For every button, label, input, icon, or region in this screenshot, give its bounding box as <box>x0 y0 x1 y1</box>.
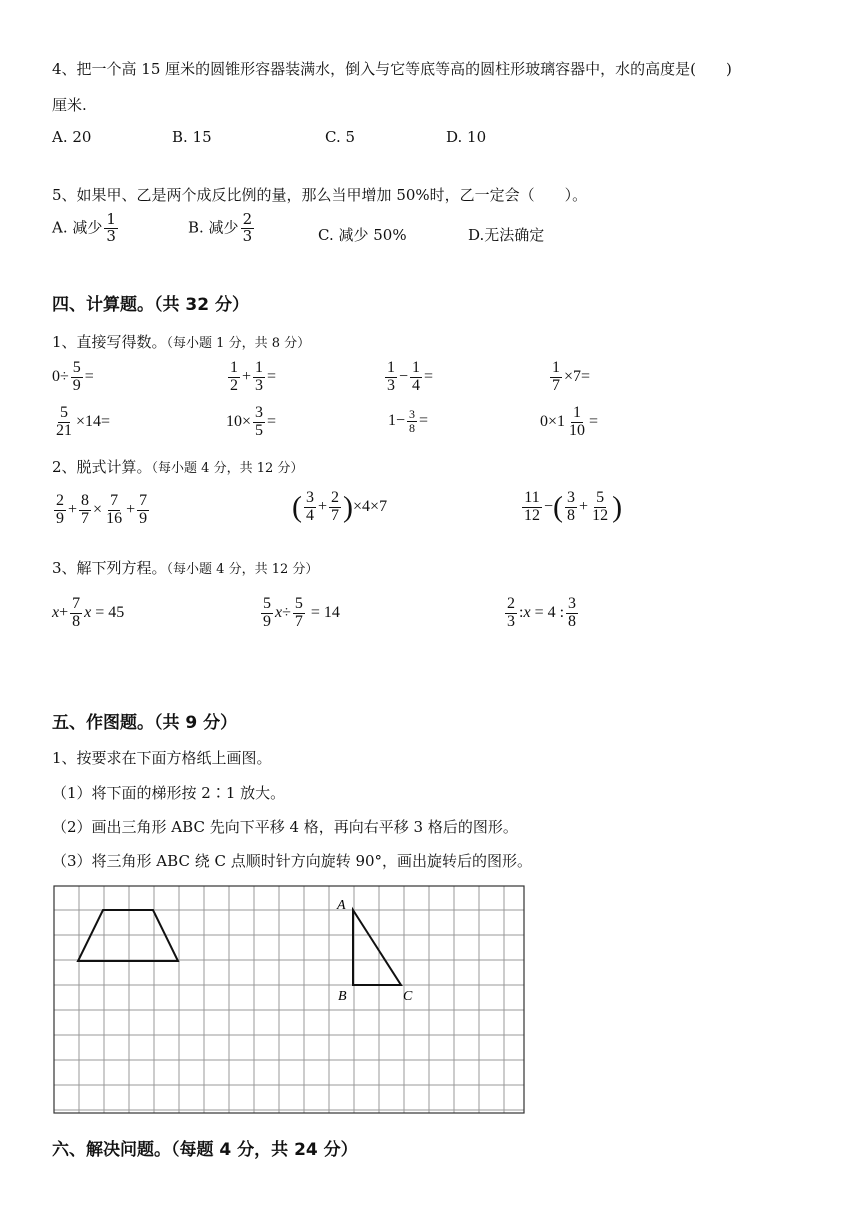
oral-expr-4: $\frac{1}{7}$ ×7= <box>552 359 591 394</box>
q5-option-a: A. 减少 $\frac{1}{3}$ <box>52 210 116 245</box>
equation-3: $\frac{2}{3}$ :x = 4 : $\frac{3}{8}$ <box>507 595 577 630</box>
q4-stem-line2: 厘米. <box>52 96 87 114</box>
section4-part2-title: 2、脱式计算。（每小题 4 分，共 12 分） <box>52 458 304 476</box>
equation-2: $\frac{5}{9}$ x÷ $\frac{5}{7}$ = 14 <box>263 595 340 630</box>
q4-stem-line1: 4、把一个高 15 厘米的圆锥形容器装满水，倒入与它等底等高的圆柱形玻璃容器中，水的高度是( ) <box>52 60 732 78</box>
oral-expr-7: 1− $\frac{3}{8}$ = <box>388 407 429 435</box>
section5-part1: 1、按要求在下面方格纸上画图。 <box>52 749 272 767</box>
q4-option-a: A. 20 <box>52 128 92 146</box>
grid-lines <box>54 886 524 1113</box>
vertex-label-a: A <box>337 898 346 913</box>
q4-option-b: B. 15 <box>172 128 212 146</box>
q5-option-d: D.无法确定 <box>468 226 545 244</box>
oral-expr-8: 0×1 $\frac{1}{10}$ = <box>540 404 599 439</box>
q4-option-c: C. 5 <box>325 128 356 146</box>
section5-title: 五、作图题。（共 9 分） <box>52 713 238 733</box>
section5-instruction-3: （3）将三角形 ABC 绕 C 点顺时针方向旋转 90°，画出旋转后的图形。 <box>52 852 533 870</box>
vertex-label-c: C <box>403 989 413 1004</box>
section4-part1-title: 1、直接写得数。（每小题 1 分，共 8 分） <box>52 333 311 351</box>
q5-stem: 5、如果甲、乙是两个成反比例的量，那么当甲增加 50%时，乙一定会（ ）。 <box>52 186 588 204</box>
section5-instruction-2: （2）画出三角形 ABC 先向下平移 4 格，再向右平移 3 格后的图形。 <box>52 818 518 836</box>
oral-expr-5: $\frac{5}{21}$ ×14= <box>56 404 111 439</box>
section5-instruction-1: （1）将下面的梯形按 2∶1 放大。 <box>52 784 286 802</box>
q5-option-b: B. 减少 $\frac{2}{3}$ <box>188 210 253 245</box>
section4-part3-title: 3、解下列方程。（每小题 4 分，共 12 分） <box>52 559 319 577</box>
oral-expr-1: 0÷ $\frac{5}{9}$ = <box>52 359 94 394</box>
vertex-label-b: B <box>338 989 347 1004</box>
section6-title: 六、解决问题。（每题 4 分，共 24 分） <box>52 1140 358 1160</box>
oral-expr-2: $\frac{1}{2}$ + $\frac{1}{3}$ = <box>230 359 277 394</box>
q4-option-d: D. 10 <box>446 128 487 146</box>
q5-option-c: C. 减少 50% <box>318 226 407 244</box>
triangle-abc <box>353 910 401 985</box>
equation-1: x+ $\frac{7}{8}$ x = 45 <box>52 595 125 630</box>
step-calc-2: ( $\frac{3}{4}$ + $\frac{2}{7}$ )×4×7 <box>292 489 388 524</box>
step-calc-1: $\frac{2}{9}$ + $\frac{8}{7}$ × $\frac{7}{16}$ + $\frac{7}{9}$ <box>56 492 148 527</box>
step-calc-3: $\frac{11}{12}$ −( $\frac{3}{8}$ + $\frac{5}{12}$ ) <box>524 489 623 524</box>
oral-expr-6: 10× $\frac{3}{5}$ = <box>226 404 277 439</box>
oral-expr-3: $\frac{1}{3}$ − $\frac{1}{4}$ = <box>387 359 434 394</box>
grid-paper <box>53 885 525 1115</box>
section4-title: 四、计算题。（共 32 分） <box>52 295 249 315</box>
